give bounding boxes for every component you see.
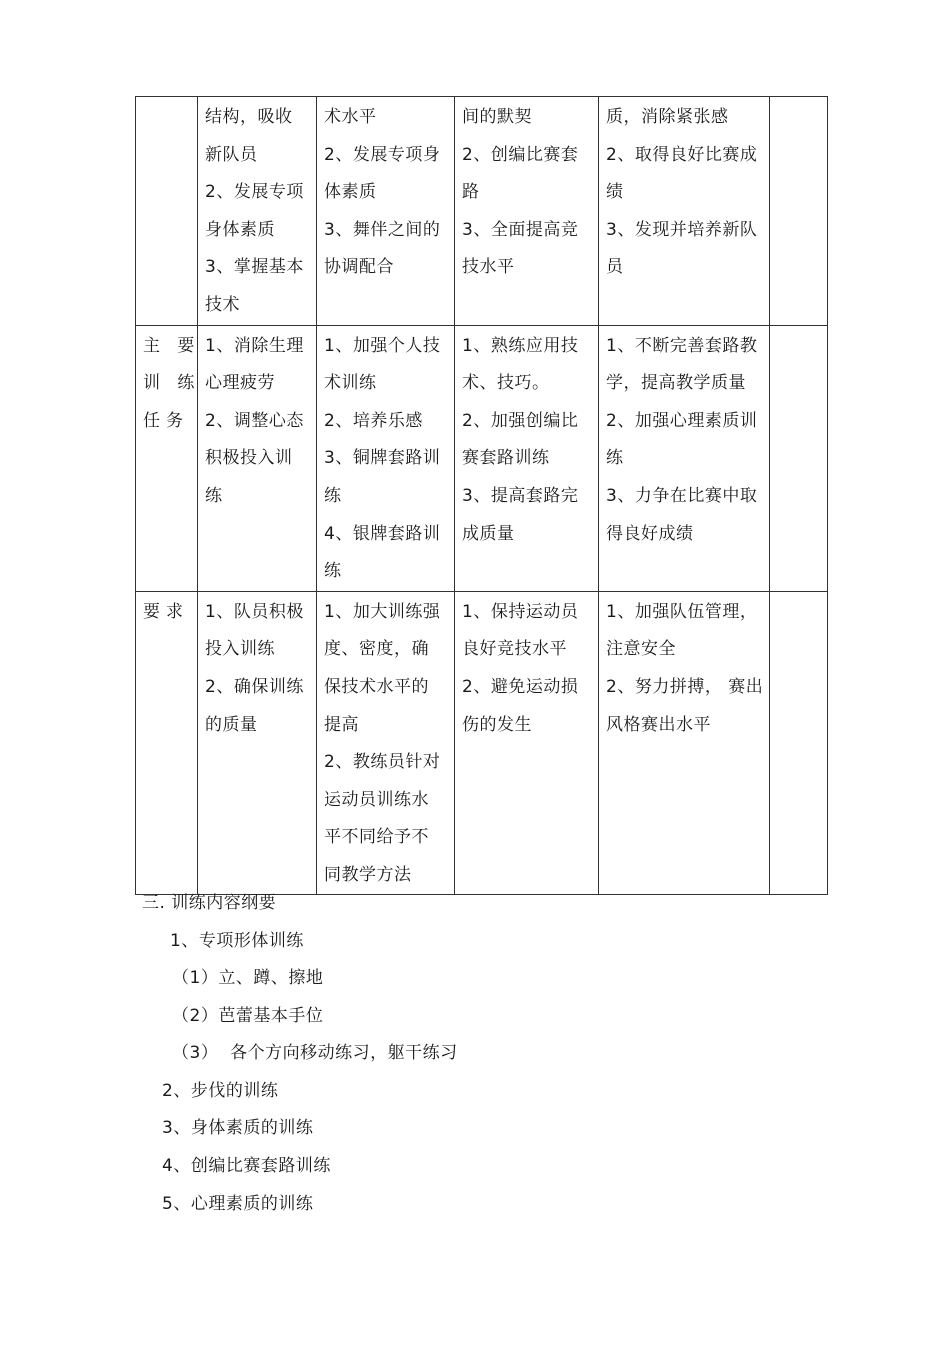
cell-line: 练	[205, 485, 223, 506]
table-cell	[770, 325, 828, 591]
cell-line: 注意安全	[606, 639, 676, 660]
cell-line: 3、铜牌套路训	[324, 448, 441, 469]
table-cell	[198, 325, 317, 591]
cell-line: 学，提高教学质量	[606, 373, 746, 394]
training-plan-table	[135, 96, 828, 895]
cell-line: 2、发展专项身	[324, 144, 441, 165]
cell-line: 3、舞伴之间的	[324, 219, 441, 240]
cell-line: 3、力争在比赛中取	[606, 485, 758, 506]
cell-line: 2、取得良好比赛成	[606, 144, 758, 165]
cell-line: 结构，吸收	[205, 107, 293, 127]
row-label-cell	[136, 325, 201, 591]
cell-line: 2、创编比赛套	[462, 144, 579, 165]
row-label-line: 要求	[143, 601, 189, 622]
table-cell	[317, 97, 455, 326]
cell-line: 1、不断完善套路教	[606, 335, 758, 356]
row-label-line: 训 练	[143, 373, 201, 394]
row-label-line: 主 要	[143, 335, 201, 356]
cell-line: 2、加强心理素质训	[606, 410, 758, 431]
cell-line: 同教学方法	[324, 864, 412, 885]
cell-line: 术水平	[324, 107, 377, 127]
cell-line: 协调配合	[324, 257, 394, 278]
cell-line: 1、加强队伍管理，	[606, 601, 758, 622]
cell-line: 3、全面提高竞	[462, 219, 579, 240]
outline-heading: 三. 训练内容纲要	[142, 893, 277, 913]
cell-line: 2、努力拼搏， 赛出	[606, 676, 764, 697]
outline-item-5: 5、心理素质的训练	[162, 1194, 314, 1214]
cell-line: 1、消除生理	[205, 335, 304, 356]
cell-line: 保技术水平的	[324, 676, 429, 697]
table-row	[136, 97, 828, 326]
cell-line: 赛套路训练	[462, 448, 550, 469]
cell-line: 投入训练	[205, 639, 275, 660]
table-cell	[770, 591, 828, 895]
cell-line: 运动员训练水	[324, 789, 429, 810]
cell-line: 练	[606, 448, 624, 469]
cell-line: 2、培养乐感	[324, 410, 423, 431]
cell-line: 技术	[205, 294, 240, 315]
cell-line: 得良好成绩	[606, 523, 694, 544]
cell-line: 路	[462, 182, 480, 203]
cell-line: 技水平	[462, 257, 515, 278]
cell-line: 成质量	[462, 523, 515, 544]
table-cell	[455, 97, 599, 326]
table-cell	[455, 591, 599, 895]
cell-line: 积极投入训	[205, 448, 293, 469]
cell-line: 2、教练员针对	[324, 752, 441, 773]
row-label-line: 任务	[143, 410, 189, 431]
cell-line: 良好竞技水平	[462, 639, 567, 660]
cell-line: 员	[606, 257, 624, 278]
table-row	[136, 325, 828, 591]
table-cell	[770, 97, 828, 326]
table-cell	[198, 591, 317, 895]
cell-line: 体素质	[324, 182, 377, 203]
cell-line: 的质量	[205, 714, 258, 735]
cell-line: 1、熟练应用技	[462, 335, 579, 356]
cell-line: 4、银牌套路训	[324, 523, 441, 544]
outline-item-2: 2、步伐的训练	[162, 1081, 279, 1101]
cell-line: 3、掌握基本	[205, 257, 304, 278]
outline-subitem-1: （1）立、蹲、擦地	[172, 968, 324, 988]
cell-line: 身体素质	[205, 219, 275, 240]
cell-line: 绩	[606, 182, 624, 203]
outline-subitem-3: （3） 各个方向移动练习，躯干练习	[172, 1043, 458, 1063]
cell-line: 2、确保训练	[205, 676, 304, 697]
cell-line: 3、发现并培养新队	[606, 219, 758, 240]
table-cell	[455, 325, 599, 591]
cell-line: 练	[324, 561, 342, 582]
table-cell	[317, 591, 455, 895]
table-cell	[317, 325, 455, 591]
table-cell	[198, 97, 317, 326]
outline-item-4: 4、创编比赛套路训练	[162, 1156, 331, 1176]
outline-subitem-2: （2）芭蕾基本手位	[172, 1006, 324, 1026]
table-cell	[599, 97, 770, 326]
cell-line: 术训练	[324, 373, 377, 394]
cell-line: 度、密度，确	[324, 639, 429, 660]
cell-line: 平不同给予不	[324, 827, 429, 848]
row-label-cell	[136, 97, 198, 326]
cell-line: 1、保持运动员	[462, 601, 579, 622]
outline-item-1: 1、专项形体训练	[170, 931, 304, 951]
cell-line: 3、提高套路完	[462, 485, 579, 506]
cell-line: 间的默契	[462, 107, 532, 127]
table-row	[136, 591, 828, 895]
cell-line: 心理疲劳	[205, 373, 275, 394]
cell-line: 2、调整心态	[205, 410, 304, 431]
cell-line: 伤的发生	[462, 714, 532, 735]
cell-line: 提高	[324, 714, 359, 735]
cell-line: 1、队员积极	[205, 601, 304, 622]
outline-item-3: 3、身体素质的训练	[162, 1118, 314, 1138]
cell-line: 新队员	[205, 144, 258, 165]
cell-line: 风格赛出水平	[606, 714, 711, 735]
cell-line: 1、加大训练强	[324, 601, 441, 622]
cell-line: 术、技巧。	[462, 373, 550, 394]
row-label-cell	[136, 591, 198, 895]
cell-line: 2、发展专项	[205, 182, 304, 203]
cell-line: 1、加强个人技	[324, 335, 441, 356]
cell-line: 质，消除紧张感	[606, 107, 729, 127]
cell-line: 2、加强创编比	[462, 410, 579, 431]
cell-line: 2、避免运动损	[462, 676, 579, 697]
table-cell	[599, 591, 770, 895]
cell-line: 练	[324, 485, 342, 506]
table-cell	[599, 325, 770, 591]
